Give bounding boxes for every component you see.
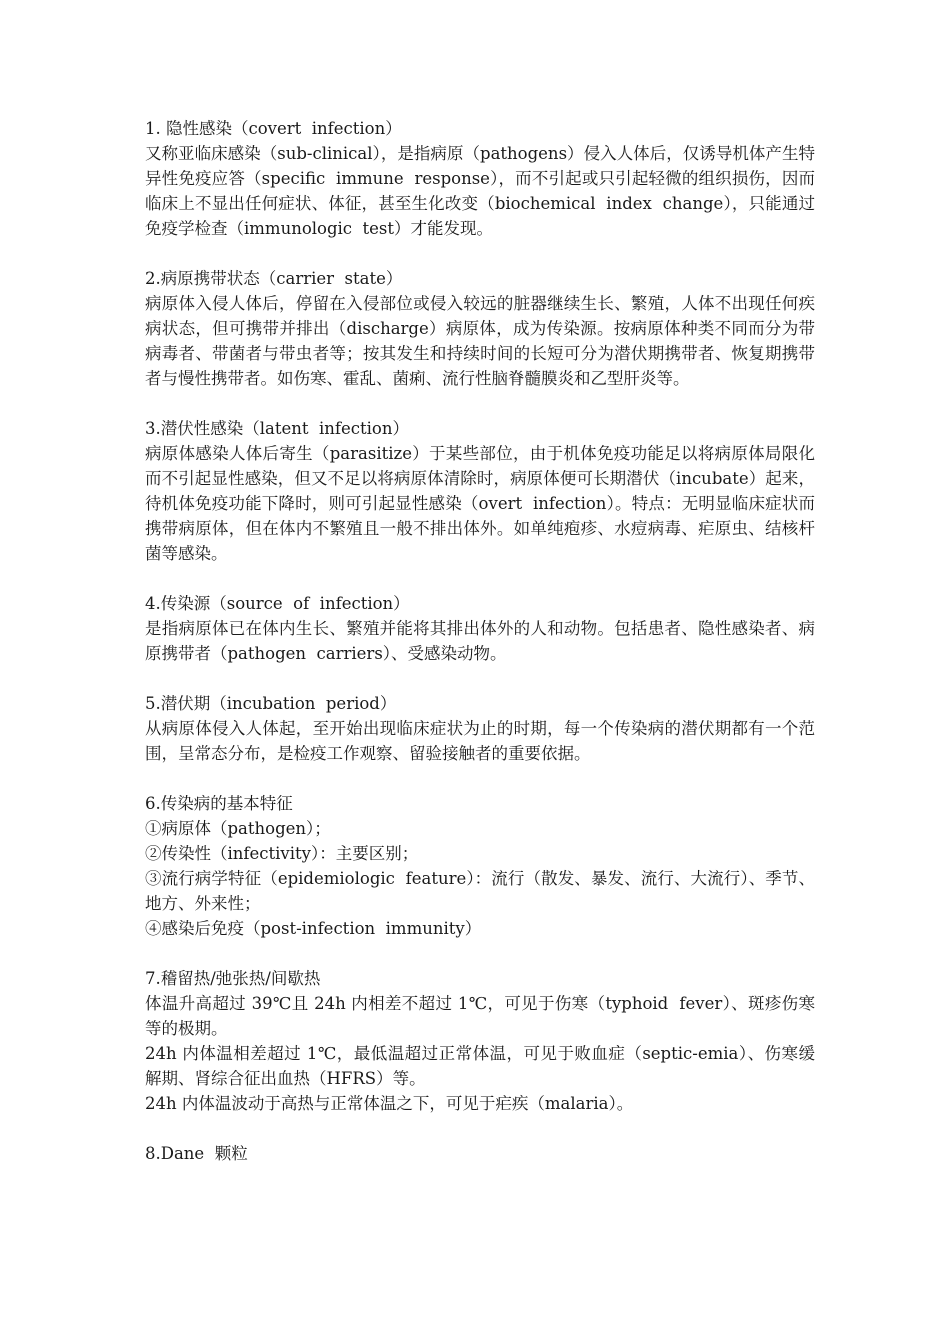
section-latent-infection: [145, 416, 815, 566]
section-paragraph: 病原体感染人体后寄生（parasitize）于某些部位，由于机体免疫功能足以将病原体局限化而不引起显性感染，但又不足以将病原体清除时，病原体便可长期潜伏（incubate）起来，待机体免疫功能下降时，则可引起显性感染（overt infection）。特点：无明显临床症状而携带病原体，但在体内不繁殖且一般不排出体外。如单纯疱疹、水痘病毒、疟原虫、结核杆菌等感染。: [145, 444, 815, 563]
section-source-of-infection: [145, 591, 815, 666]
section-heading: 4.传染源（source of infection）: [145, 594, 410, 613]
section-incubation-period: [145, 691, 815, 766]
section-paragraph: 从病原体侵入人体起，至开始出现临床症状为止的时期，每一个传染病的潜伏期都有一个范围，呈常态分布，是检疫工作观察、留验接触者的重要依据。: [145, 719, 815, 763]
section-carrier-state: [145, 266, 815, 391]
section-heading: 8.Dane 颗粒: [145, 1144, 248, 1163]
list-item: ①病原体（pathogen）；: [145, 819, 331, 838]
section-paragraph: 又称亚临床感染（sub-clinical），是指病原（pathogens）侵入人体后，仅诱导机体产生特异性免疫应答（specific immune response），而不引起或只引起轻微的组织损伤，因而临床上不显出任何症状、体征，甚至生化改变（biochemical index change），只能通过免疫学检查（immunologic test）才能发现。: [145, 144, 815, 238]
section-paragraph: 24h 内体温相差超过 1℃，最低温超过正常体温，可见于败血症（septic-emia）、伤寒缓解期、肾综合征出血热（HFRS）等。: [145, 1044, 815, 1088]
section-heading: 5.潜伏期（incubation period）: [145, 694, 397, 713]
section-heading: 2.病原携带状态（carrier state）: [145, 269, 403, 288]
section-paragraph: 24h 内体温波动于高热与正常体温之下，可见于疟疾（malaria）。: [145, 1094, 634, 1113]
section-paragraph: 是指病原体已在体内生长、繁殖并能将其排出体外的人和动物。包括患者、隐性感染者、病原携带者（pathogen carriers）、受感染动物。: [145, 619, 815, 663]
section-heading: 6.传染病的基本特征: [145, 794, 293, 813]
section-basic-features: [145, 791, 815, 941]
list-item: ④感染后免疫（post-infection immunity）: [145, 919, 482, 938]
list-item: ③流行病学特征（epidemiologic feature）：流行（散发、暴发、流行、大流行）、季节、地方、外来性；: [145, 869, 815, 913]
section-paragraph: 病原体入侵人体后，停留在入侵部位或侵入较远的脏器继续生长、繁殖，人体不出现任何疾病状态，但可携带并排出（discharge）病原体，成为传染源。按病原体种类不同而分为带病毒者、带菌者与带虫者等；按其发生和持续时间的长短可分为潜伏期携带者、恢复期携带者与慢性携带者。如伤寒、霍乱、菌痢、流行性脑脊髓膜炎和乙型肝炎等。: [145, 294, 815, 388]
section-covert-infection: [145, 116, 815, 241]
section-heading: 3.潜伏性感染（latent infection）: [145, 419, 409, 438]
section-fever-types: [145, 966, 815, 1116]
section-heading: 1. 隐性感染（covert infection）: [145, 119, 402, 138]
document-page: [145, 116, 815, 1191]
section-dane-particle: [145, 1141, 815, 1166]
section-paragraph: 体温升高超过 39℃且 24h 内相差不超过 1℃，可见于伤寒（typhoid fever）、斑疹伤寒等的极期。: [145, 994, 815, 1038]
list-item: ②传染性（infectivity）：主要区别；: [145, 844, 419, 863]
section-heading: 7.稽留热/弛张热/间歇热: [145, 969, 321, 988]
